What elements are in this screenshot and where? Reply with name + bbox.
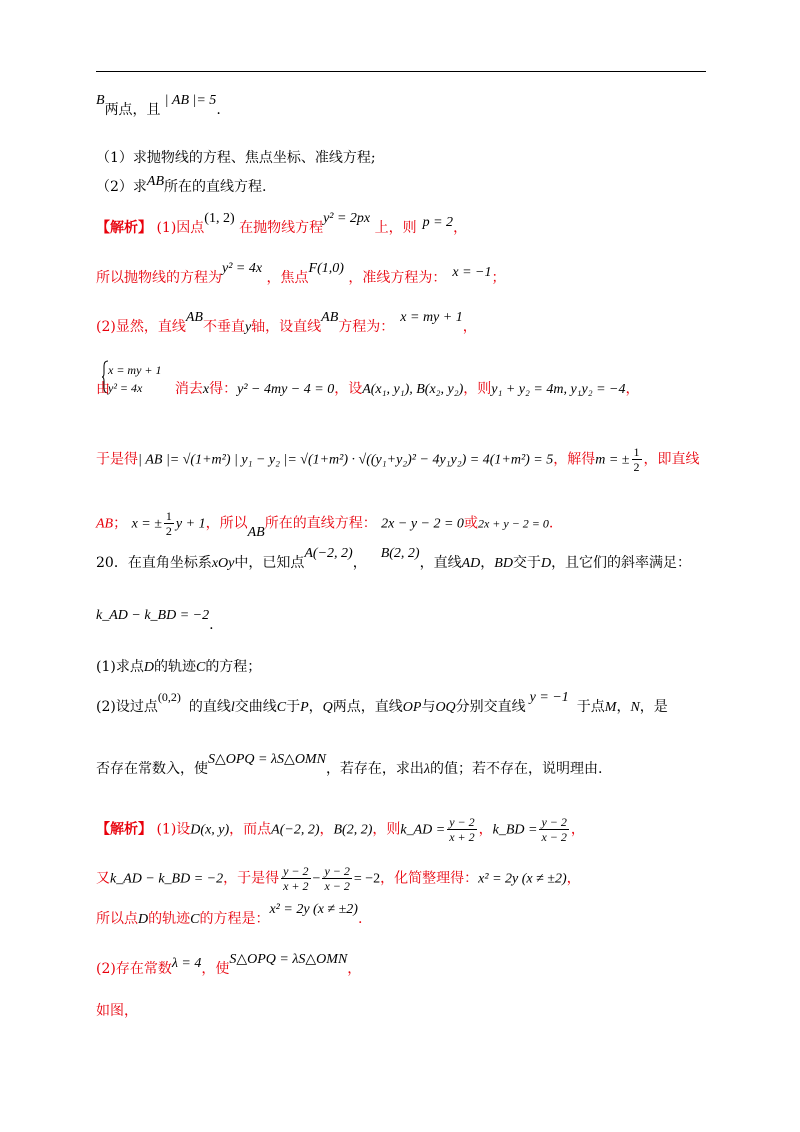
text: 否存在常数入，使 — [96, 761, 208, 777]
text: ， — [570, 821, 585, 838]
numerator: y − 2 — [324, 864, 350, 878]
text: ， — [462, 319, 477, 335]
continuation-line — [96, 93, 221, 118]
solution-20-line-4 — [96, 952, 362, 977]
numerator: 1 — [633, 445, 640, 459]
text: 中，已知点 — [234, 555, 305, 571]
solution-line-1 — [96, 211, 468, 236]
math: | AB |= √(1+m²) | y₁ − y₂ |= √(1+m²) · √((y₁+y₂)² − 4y₁y₂) = 4(1+m²) = 5 — [138, 452, 554, 468]
text: . — [209, 617, 214, 633]
math: x = −1 — [452, 265, 492, 280]
math: AB — [185, 310, 203, 325]
text: 两点，直线 — [332, 699, 403, 715]
math: P — [300, 700, 309, 715]
text: ，则 — [463, 381, 492, 397]
text: 的方程； — [205, 659, 262, 675]
fraction — [632, 445, 642, 474]
math: AB — [146, 174, 165, 189]
math: D — [138, 912, 149, 927]
math: k_AD − k_BD = −2 — [96, 608, 210, 623]
math: S△OPQ = λS△OMN — [208, 752, 326, 767]
text: 于点 — [576, 699, 605, 715]
math: AB — [247, 524, 265, 540]
text: 所以抛物线的方程为 — [96, 270, 222, 286]
text: 与 — [421, 699, 436, 715]
math: (0,2) — [157, 690, 181, 704]
math: D — [143, 660, 154, 675]
point-b: B — [96, 93, 105, 108]
solution-line-5 — [96, 445, 700, 474]
header-rule — [96, 71, 706, 72]
text: 分别交直线 — [455, 699, 526, 715]
math: y² = 2px — [323, 211, 371, 226]
text: ； — [491, 270, 506, 286]
text: ，焦点 — [266, 270, 309, 286]
solution-line-6 — [96, 509, 553, 538]
denominator: x + 2 — [449, 830, 475, 844]
solution-line-4 — [96, 382, 640, 397]
numerator: y − 2 — [449, 815, 475, 829]
math: x = ± — [131, 516, 162, 532]
text: ，是 — [639, 699, 668, 715]
text: (2)设过点 — [96, 699, 158, 715]
text: (2)存在常数 — [96, 961, 172, 977]
text: 的轨迹 — [148, 911, 191, 927]
math: 2x − y − 2 = 0 — [381, 516, 464, 532]
text: ， — [480, 555, 495, 571]
numerator: 1 — [165, 509, 172, 523]
fraction — [281, 864, 310, 893]
math: F(1,0) — [308, 261, 344, 276]
text: ， — [478, 821, 493, 838]
text: ，若存在，求出 — [325, 761, 424, 777]
text: 又 — [96, 870, 110, 887]
math: l — [230, 700, 235, 715]
math: = −2 — [353, 871, 381, 887]
math: (1, 2) — [204, 211, 235, 226]
math: C — [190, 912, 200, 927]
math: λ — [423, 762, 431, 777]
text: ，而点 — [229, 821, 272, 838]
text: ， — [352, 555, 367, 571]
math: AD — [461, 556, 481, 571]
text: 的值；若不存在，说明理由. — [430, 761, 603, 777]
solution-tag: 【解析】 — [96, 220, 152, 236]
math: y — [244, 320, 252, 335]
solution-20-line-5: 如图， — [96, 1003, 138, 1019]
text: ，化简整理得： — [380, 870, 479, 887]
numerator: y − 2 — [541, 815, 567, 829]
text: . — [216, 102, 221, 118]
text: ，即直线 — [643, 451, 700, 468]
text: (1)求点 — [96, 659, 144, 675]
fraction — [447, 815, 476, 844]
text: 于是得 — [96, 451, 138, 468]
solution-20-line-2 — [96, 864, 581, 893]
math: N — [630, 700, 640, 715]
math: B(2, 2) — [380, 546, 420, 561]
question-2 — [96, 174, 267, 195]
math: C — [276, 700, 287, 715]
text: . — [548, 515, 554, 532]
math: C — [195, 660, 206, 675]
math: A(−2, 2) — [271, 822, 320, 838]
text: 所以点 — [96, 911, 138, 927]
text: 两点，且 — [104, 102, 161, 118]
text: 得： — [209, 381, 238, 397]
math: y₁ + y₂ = 4m, y₁y₂ = −4 — [491, 382, 626, 397]
math: y + 1 — [175, 516, 206, 532]
text: 的方程是： — [199, 911, 270, 927]
denominator: x − 2 — [541, 830, 567, 844]
math: xOy — [211, 556, 235, 571]
solution-20-line-3 — [96, 902, 363, 927]
text: ， — [319, 821, 334, 838]
text: （2）求 — [96, 179, 147, 195]
math: BD — [494, 556, 513, 571]
text: 方程为： — [338, 319, 395, 335]
fraction — [164, 509, 174, 538]
math: y² = 4x — [222, 261, 263, 276]
math: D — [540, 556, 552, 571]
text: ； — [113, 515, 128, 532]
text: ， — [625, 381, 640, 397]
math: m = ± — [595, 452, 630, 468]
denominator: x − 2 — [324, 879, 350, 893]
text: 所在的直线方程： — [264, 515, 377, 532]
math: 2x + y − 2 = 0 — [477, 516, 549, 531]
text: ， — [347, 961, 362, 977]
text: 的轨迹 — [153, 659, 196, 675]
text: ，直线 — [419, 555, 462, 571]
text: . — [357, 911, 363, 927]
math: y = −1 — [529, 690, 569, 705]
text: ，解得 — [553, 451, 596, 468]
text: ，设 — [334, 381, 363, 397]
text: ，使 — [201, 961, 230, 977]
text: 上，则 — [374, 220, 417, 236]
problem-20-q2 — [96, 690, 668, 715]
math: p = 2 — [422, 215, 454, 230]
math: k_BD = — [492, 822, 538, 838]
math: Q — [322, 700, 333, 715]
math: AB — [96, 516, 114, 532]
text: ，且它们的斜率满足： — [551, 555, 692, 571]
text: 轴，设直线 — [251, 319, 322, 335]
problem-20-condition — [96, 608, 214, 633]
text: (2)显然，直线 — [96, 319, 186, 335]
math: λ = 4 — [171, 956, 202, 971]
math: k_AD − k_BD = −2 — [110, 871, 224, 887]
text: 的直线 — [188, 699, 231, 715]
system-eq-1: x = my + 1 — [108, 363, 162, 377]
text: ，准线方程为： — [348, 270, 447, 286]
denominator: x + 2 — [283, 879, 309, 893]
numerator: y − 2 — [283, 864, 309, 878]
text: 交曲线 — [234, 699, 277, 715]
text: 或 — [463, 515, 478, 532]
text: 所在的直线方程. — [164, 179, 267, 195]
question-1: （1）求抛物线的方程、焦点坐标、准线方程; — [96, 150, 376, 166]
math: OQ — [435, 700, 456, 715]
text: ，所以 — [205, 515, 248, 532]
fraction — [539, 815, 568, 844]
text: ， — [308, 699, 323, 715]
text: 不垂直 — [202, 319, 245, 335]
text: 在抛物线方程 — [239, 220, 324, 236]
text: ， — [566, 870, 581, 887]
solution-line-2 — [96, 261, 506, 286]
text: ， — [453, 220, 468, 236]
math: x = my + 1 — [400, 310, 463, 325]
math: AB — [321, 310, 339, 325]
fraction — [322, 864, 351, 893]
denominator: 2 — [165, 524, 172, 538]
problem-20-q1 — [96, 660, 261, 675]
text: 20．在直角坐标系 — [96, 555, 212, 571]
text: 由 — [96, 381, 110, 397]
solution-tag: 【解析】 — [96, 821, 152, 838]
math: S△OPQ = λS△OMN — [229, 952, 348, 967]
math: x — [202, 382, 210, 397]
problem-20 — [96, 546, 692, 571]
math: | AB |= 5 — [164, 93, 217, 108]
system-eq-2: y² = 4x — [108, 381, 143, 395]
math: A(x₁, y₁), B(x₂, y₂) — [362, 382, 464, 397]
text: ， — [616, 699, 631, 715]
text: 消去 — [174, 381, 203, 397]
math: x² = 2y (x ≠ ±2) — [269, 902, 358, 917]
text: (1)因点 — [156, 220, 205, 236]
math: M — [604, 700, 617, 715]
text: 于 — [286, 699, 301, 715]
text: ，于是得 — [223, 870, 280, 887]
math: k_AD = — [400, 822, 446, 838]
math: B(2, 2) — [333, 822, 373, 838]
problem-20-q2-cont — [96, 752, 603, 777]
text: (1)设 — [156, 821, 191, 838]
math: y² − 4my − 4 = 0 — [237, 382, 335, 397]
denominator: 2 — [633, 460, 640, 474]
text: 交于 — [512, 555, 541, 571]
text: ，则 — [372, 821, 401, 838]
math: x² = 2y (x ≠ ±2) — [478, 871, 567, 887]
solution-line-3 — [96, 310, 477, 335]
math: A(−2, 2) — [304, 546, 353, 561]
math: − — [312, 871, 321, 887]
math: OP — [402, 700, 422, 715]
solution-20-line-1 — [96, 815, 585, 844]
math: D(x, y) — [190, 822, 230, 838]
